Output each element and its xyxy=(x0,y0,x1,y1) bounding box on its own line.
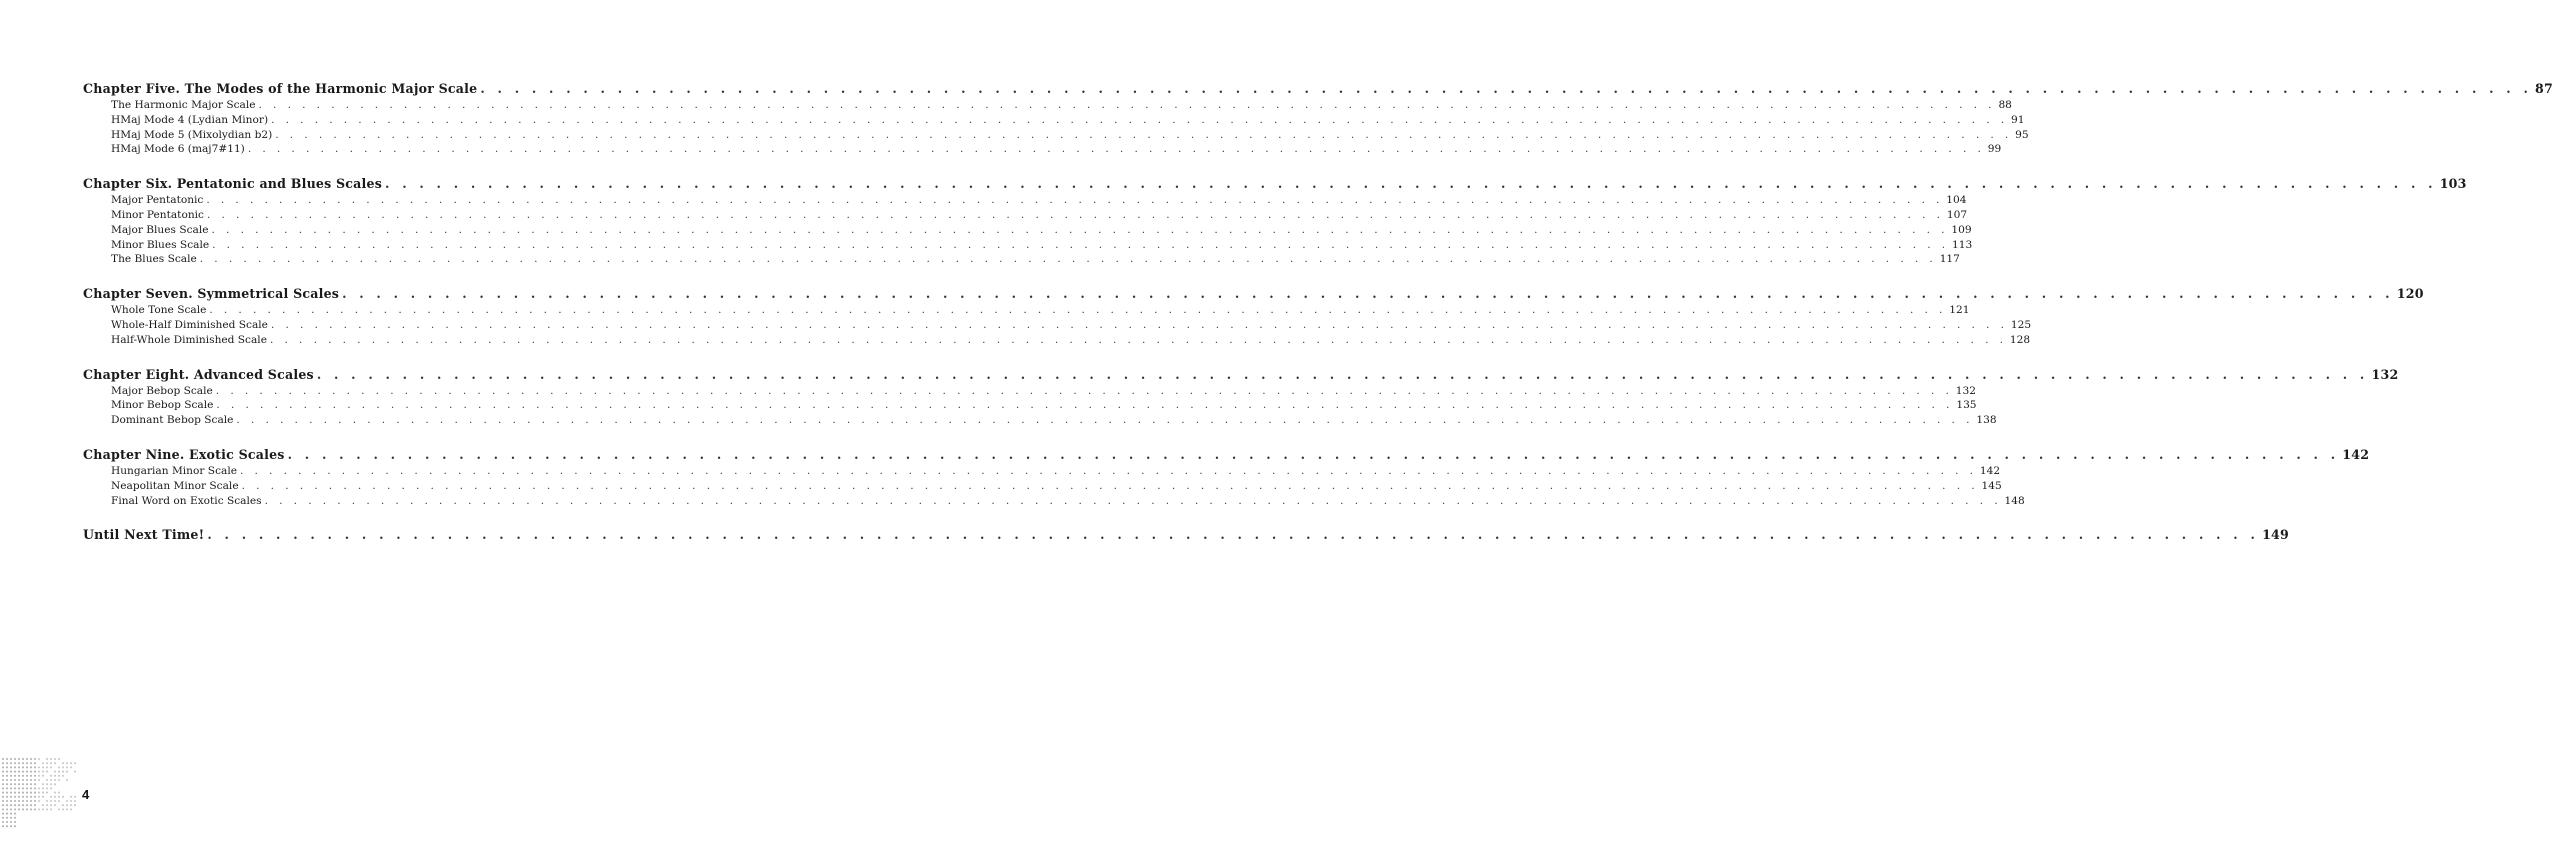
toc-section-entry[interactable] xyxy=(83,333,2031,348)
dot-leader: . . . . . . . . . . . . . . . . . . . . . . . . . . . . . . . . . . . . . . . . . . . . . . . . . . . . . . . . . . . . . . . . . . . . . . . . . . . . . . . . . . . . . . . . . . . . . . . . . . . . . . . . . . . . . . . . . . . . . . . . xyxy=(385,176,2437,192)
dot-leader: . . . . . . . . . . . . . . . . . . . . . . . . . . . . . . . . . . . . . . . . . . . . . . . . . . . . . . . . . . . . . . . . . . . . . . . . . . . . . . . . . . . . . . . . . . . . . . . . . . . . . . . . . . . . . . . . . . . . . . . . xyxy=(216,399,1954,412)
dot-leader: . . . . . . . . . . . . . . . . . . . . . . . . . . . . . . . . . . . . . . . . . . . . . . . . . . . . . . . . . . . . . . . . . . . . . . . . . . . . . . . . . . . . . . . . . . . . . . . . . . . . . . . . . . . . . . . . . . . . . . . . xyxy=(316,366,2369,382)
toc-chapter xyxy=(83,526,2289,544)
section-page-number: 125 xyxy=(2008,318,2031,333)
section-title: Neapolitan Minor Scale xyxy=(111,479,242,494)
toc-chapter xyxy=(83,175,2467,267)
toc-section-entry[interactable] xyxy=(83,128,2029,143)
section-page-number: 99 xyxy=(1985,142,2001,157)
section-page-number: 132 xyxy=(1953,384,1976,399)
toc-section-entry[interactable] xyxy=(83,384,1976,399)
section-page-number: 104 xyxy=(1943,193,1966,208)
section-title: Major Bebop Scale xyxy=(111,384,216,399)
chapter-title: Chapter Nine. Exotic Scales xyxy=(83,446,288,464)
dot-leader: . . . . . . . . . . . . . . . . . . . . . . . . . . . . . . . . . . . . . . . . . . . . . . . . . . . . . . . . . . . . . . . . . . . . . . . . . . . . . . . . . . . . . . . . . . . . . . . . . . . . . . . . . . . . . . . . . . . . . . . . xyxy=(236,414,1974,427)
dot-leader: . . . . . . . . . . . . . . . . . . . . . . . . . . . . . . . . . . . . . . . . . . . . . . . . . . . . . . . . . . . . . . . . . . . . . . . . . . . . . . . . . . . . . . . . . . . . . . . . . . . . . . . . . . . . . . . . . . . . . . . . xyxy=(215,384,1953,397)
section-title: HMaj Mode 4 (Lydian Minor) xyxy=(111,113,271,128)
dot-leader: . . . . . . . . . . . . . . . . . . . . . . . . . . . . . . . . . . . . . . . . . . . . . . . . . . . . . . . . . . . . . . . . . . . . . . . . . . . . . . . . . . . . . . . . . . . . . . . . . . . . . . . . . . . . . . . . . . . . . . . . xyxy=(264,494,2002,507)
page-number: 4 xyxy=(82,787,90,802)
section-page-number: 145 xyxy=(1979,479,2002,494)
section-title: Final Word on Exotic Scales xyxy=(111,494,265,509)
toc-section-entry[interactable] xyxy=(83,142,2002,157)
section-title: Minor Bebop Scale xyxy=(111,398,216,413)
section-page-number: 128 xyxy=(2007,333,2030,348)
section-title: Half-Whole Diminished Scale xyxy=(111,333,270,348)
table-of-contents xyxy=(83,80,2553,562)
section-page-number: 107 xyxy=(1944,208,1967,223)
dot-leader: . . . . . . . . . . . . . . . . . . . . . . . . . . . . . . . . . . . . . . . . . . . . . . . . . . . . . . . . . . . . . . . . . . . . . . . . . . . . . . . . . . . . . . . . . . . . . . . . . . . . . . . . . . . . . . . . . . . . . . . . xyxy=(258,99,1996,111)
toc-chapter xyxy=(83,446,2370,508)
toc-section-entry[interactable] xyxy=(83,113,2025,128)
section-page-number: 121 xyxy=(1946,303,1969,318)
section-page-number: 95 xyxy=(2012,128,2028,143)
section-page-number: 138 xyxy=(1973,413,1996,428)
dot-leader: . . . . . . . . . . . . . . . . . . . . . . . . . . . . . . . . . . . . . . . . . . . . . . . . . . . . . . . . . . . . . . . . . . . . . . . . . . . . . . . . . . . . . . . . . . . . . . . . . . . . . . . . . . . . . . . . . . . . . . . . xyxy=(199,253,1937,266)
section-title: Whole Tone Scale xyxy=(111,303,209,318)
toc-section-entry[interactable] xyxy=(83,318,2032,333)
dot-leader: . . . . . . . . . . . . . . . . . . . . . . . . . . . . . . . . . . . . . . . . . . . . . . . . . . . . . . . . . . . . . . . . . . . . . . . . . . . . . . . . . . . . . . . . . . . . . . . . . . . . . . . . . . . . . . . . . . . . . . . . xyxy=(342,286,2394,302)
chapter-page-number: 142 xyxy=(2339,446,2369,464)
toc-section-entry[interactable] xyxy=(83,413,1997,428)
dot-leader: . . . . . . . . . . . . . . . . . . . . . . . . . . . . . . . . . . . . . . . . . . . . . . . . . . . . . . . . . . . . . . . . . . . . . . . . . . . . . . . . . . . . . . . . . . . . . . . . . . . . . . . . . . . . . . . . . . . . . . . . xyxy=(480,81,2533,96)
toc-section-entry[interactable] xyxy=(83,238,1973,253)
section-title: Minor Blues Scale xyxy=(111,238,212,253)
toc-chapter xyxy=(83,285,2424,347)
dot-leader: . . . . . . . . . . . . . . . . . . . . . . . . . . . . . . . . . . . . . . . . . . . . . . . . . . . . . . . . . . . . . . . . . . . . . . . . . . . . . . . . . . . . . . . . . . . . . . . . . . . . . . . . . . . . . . . . . . . . . . . . xyxy=(270,318,2008,331)
chapter-title: Chapter Six. Pentatonic and Blues Scales xyxy=(83,175,385,193)
toc-chapter xyxy=(83,80,2553,157)
toc-section-entry[interactable] xyxy=(83,208,1968,223)
dot-leader: . . . . . . . . . . . . . . . . . . . . . . . . . . . . . . . . . . . . . . . . . . . . . . . . . . . . . . . . . . . . . . . . . . . . . . . . . . . . . . . . . . . . . . . . . . . . . . . . . . . . . . . . . . . . . . . . . . . . . . . . xyxy=(271,113,2009,126)
toc-section-entry[interactable] xyxy=(83,303,1970,318)
chapter-page-number: 120 xyxy=(2394,285,2424,303)
dot-leader: . . . . . . . . . . . . . . . . . . . . . . . . . . . . . . . . . . . . . . . . . . . . . . . . . . . . . . . . . . . . . . . . . . . . . . . . . . . . . . . . . . . . . . . . . . . . . . . . . . . . . . . . . . . . . . . . . . . . . . . . xyxy=(241,479,1979,492)
section-title: The Harmonic Major Scale xyxy=(111,98,259,113)
section-title: The Blues Scale xyxy=(111,252,200,267)
section-title: Whole-Half Diminished Scale xyxy=(111,318,271,333)
toc-section-entry[interactable] xyxy=(83,464,2001,479)
section-title: Dominant Bebop Scale xyxy=(111,413,236,428)
chapter-title: Chapter Eight. Advanced Scales xyxy=(83,366,317,384)
section-page-number: 135 xyxy=(1953,398,1976,413)
toc-chapter-entry[interactable] xyxy=(83,80,2553,98)
chapter-page-number: 132 xyxy=(2369,366,2399,384)
section-page-number: 117 xyxy=(1937,252,1960,267)
dot-leader: . . . . . . . . . . . . . . . . . . . . . . . . . . . . . . . . . . . . . . . . . . . . . . . . . . . . . . . . . . . . . . . . . . . . . . . . . . . . . . . . . . . . . . . . . . . . . . . . . . . . . . . . . . . . . . . . . . . . . . . . xyxy=(275,128,2013,141)
dot-leader: . . . . . . . . . . . . . . . . . . . . . . . . . . . . . . . . . . . . . . . . . . . . . . . . . . . . . . . . . . . . . . . . . . . . . . . . . . . . . . . . . . . . . . . . . . . . . . . . . . . . . . . . . . . . . . . . . . . . . . . . xyxy=(212,238,1950,251)
toc-chapter-entry[interactable] xyxy=(83,366,2399,384)
section-page-number: 109 xyxy=(1948,223,1971,238)
section-title: Major Blues Scale xyxy=(111,223,212,238)
section-title: HMaj Mode 6 (maj7#11) xyxy=(111,142,248,157)
dot-leader: . . . . . . . . . . . . . . . . . . . . . . . . . . . . . . . . . . . . . . . . . . . . . . . . . . . . . . . . . . . . . . . . . . . . . . . . . . . . . . . . . . . . . . . . . . . . . . . . . . . . . . . . . . . . . . . . . . . . . . . . xyxy=(206,194,1944,207)
toc-section-entry[interactable] xyxy=(83,193,1967,208)
dot-pattern-decoration xyxy=(0,755,90,835)
section-page-number: 88 xyxy=(1995,98,2011,113)
dot-leader: . . . . . . . . . . . . . . . . . . . . . . . . . . . . . . . . . . . . . . . . . . . . . . . . . . . . . . . . . . . . . . . . . . . . . . . . . . . . . . . . . . . . . . . . . . . . . . . . . . . . . . . . . . . . . . . . . . . . . . . . xyxy=(209,304,1947,317)
chapter-page-number: 103 xyxy=(2437,175,2467,193)
section-page-number: 142 xyxy=(1977,464,2000,479)
section-title: Minor Pentatonic xyxy=(111,208,207,223)
chapter-page-number: 149 xyxy=(2259,526,2289,544)
chapter-title: Chapter Seven. Symmetrical Scales xyxy=(83,285,342,303)
dot-leader: . . . . . . . . . . . . . . . . . . . . . . . . . . . . . . . . . . . . . . . . . . . . . . . . . . . . . . . . . . . . . . . . . . . . . . . . . . . . . . . . . . . . . . . . . . . . . . . . . . . . . . . . . . . . . . . . . . . . . . . . xyxy=(247,143,1985,156)
dot-leader: . . . . . . . . . . . . . . . . . . . . . . . . . . . . . . . . . . . . . . . . . . . . . . . . . . . . . . . . . . . . . . . . . . . . . . . . . . . . . . . . . . . . . . . . . . . . . . . . . . . . . . . . . . . . . . . . . . . . . . . . xyxy=(211,223,1949,236)
toc-chapter-entry[interactable] xyxy=(83,446,2370,464)
dot-leader: . . . . . . . . . . . . . . . . . . . . . . . . . . . . . . . . . . . . . . . . . . . . . . . . . . . . . . . . . . . . . . . . . . . . . . . . . . . . . . . . . . . . . . . . . . . . . . . . . . . . . . . . . . . . . . . . . . . . . . . . xyxy=(207,527,2260,543)
toc-section-entry[interactable] xyxy=(83,98,2012,113)
section-title: Major Pentatonic xyxy=(111,193,206,208)
chapter-title: Chapter Five. The Modes of the Harmonic Major Scale xyxy=(83,80,480,98)
chapter-page-number: 87 xyxy=(2532,80,2553,98)
dot-leader: . . . . . . . . . . . . . . . . . . . . . . . . . . . . . . . . . . . . . . . . . . . . . . . . . . . . . . . . . . . . . . . . . . . . . . . . . . . . . . . . . . . . . . . . . . . . . . . . . . . . . . . . . . . . . . . . . . . . . . . . xyxy=(269,333,2007,346)
dot-leader: . . . . . . . . . . . . . . . . . . . . . . . . . . . . . . . . . . . . . . . . . . . . . . . . . . . . . . . . . . . . . . . . . . . . . . . . . . . . . . . . . . . . . . . . . . . . . . . . . . . . . . . . . . . . . . . . . . . . . . . . xyxy=(239,464,1977,477)
dot-leader: . . . . . . . . . . . . . . . . . . . . . . . . . . . . . . . . . . . . . . . . . . . . . . . . . . . . . . . . . . . . . . . . . . . . . . . . . . . . . . . . . . . . . . . . . . . . . . . . . . . . . . . . . . . . . . . . . . . . . . . . xyxy=(287,446,2340,462)
toc-chapter-entry[interactable] xyxy=(83,526,2289,544)
toc-section-entry[interactable] xyxy=(83,494,2025,509)
toc-chapter xyxy=(83,366,2399,428)
toc-chapter-entry[interactable] xyxy=(83,285,2424,303)
section-page-number: 148 xyxy=(2002,494,2025,509)
toc-section-entry[interactable] xyxy=(83,223,1972,238)
chapter-title: Until Next Time! xyxy=(83,526,207,544)
dot-leader: . . . . . . . . . . . . . . . . . . . . . . . . . . . . . . . . . . . . . . . . . . . . . . . . . . . . . . . . . . . . . . . . . . . . . . . . . . . . . . . . . . . . . . . . . . . . . . . . . . . . . . . . . . . . . . . . . . . . . . . . xyxy=(206,208,1944,221)
section-page-number: 91 xyxy=(2008,113,2024,128)
toc-section-entry[interactable] xyxy=(83,479,2002,494)
section-title: Hungarian Minor Scale xyxy=(111,464,240,479)
section-page-number: 113 xyxy=(1949,238,1972,253)
toc-chapter-entry[interactable] xyxy=(83,175,2467,193)
toc-section-entry[interactable] xyxy=(83,252,1960,267)
section-title: HMaj Mode 5 (Mixolydian b2) xyxy=(111,128,275,143)
toc-section-entry[interactable] xyxy=(83,398,1977,413)
